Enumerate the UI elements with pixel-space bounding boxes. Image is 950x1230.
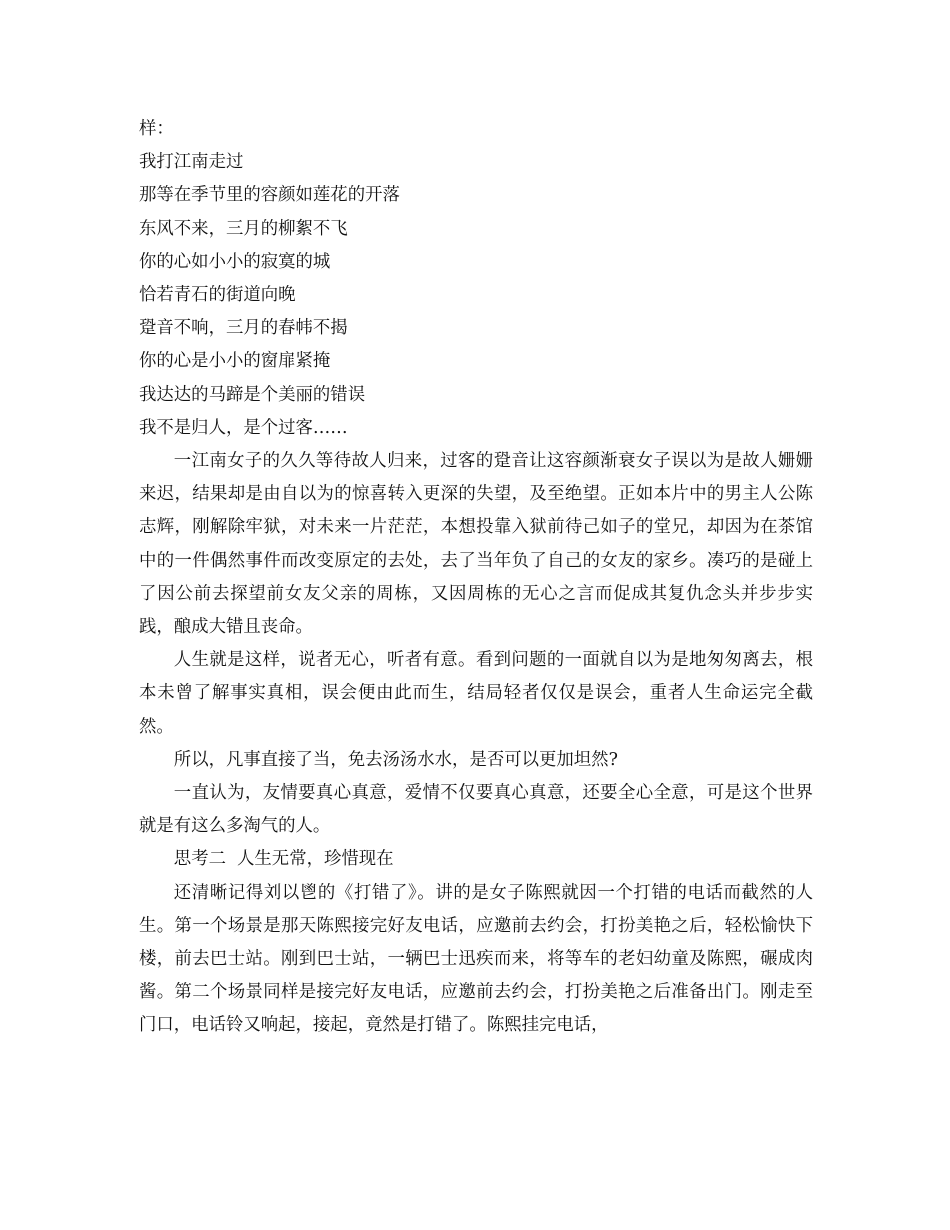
document-body (139, 113, 813, 1043)
poem-line: 你的心是小小的窗扉紧掩 (139, 351, 331, 372)
paragraph: 一江南女子的久久等待故人归来，过客的跫音让这容颜渐衰女子误以为是故人姗姗来迟，结果却是由自以为的惊喜转入更深的失望，及至绝望。正如本片中的男主人公陈志辉，刚解除牢狱，对未来一片茫茫，本想投靠入狱前待己如子的堂兄，却因为在茶馆中的一件偶然事件而改变原定的去处，去了当年负了自己的女友的家乡。凑巧的是碰上了因公前去探望前女友父亲的周栋，又因周栋的无心之言而促成其复仇念头并步步实践，酿成大错且丧命。 (139, 451, 813, 638)
poem-line: 跫音不响，三月的春帏不揭 (139, 318, 348, 339)
poem-line: 恰若青石的街道向晚 (139, 285, 296, 306)
poem-line: 我达达的马蹄是个美丽的错误 (139, 384, 366, 405)
poem-line: 东风不来，三月的柳絮不飞 (139, 218, 348, 239)
poem (139, 146, 813, 445)
paragraph: 所以，凡事直接了当，免去汤汤水水，是否可以更加坦然? (173, 749, 618, 770)
paragraph: 还清晰记得刘以鬯的《打错了》。讲的是女子陈熙就因一个打错的电话而截然的人生。第一个场景是那天陈熙接完好友电话，应邀前去约会，打扮美艳之后，轻松愉快下楼，前去巴士站。刚到巴士站，一辆巴士迅疾而来，将等车的老妇幼童及陈熙，碾成肉酱。第二个场景同样是接完好友电话，应邀前去约会，打扮美艳之后准备出门。刚走至门口，电话铃又响起，接起，竟然是打错了。陈熙挂完电话， (139, 882, 813, 1036)
lead-fragment: 样： (139, 119, 174, 139)
paragraph: 人生就是这样，说者无心，听者有意。看到问题的一面就自以为是地匆匆离去，根本未曾了解事实真相，误会便由此而生，结局轻者仅仅是误会，重者人生命运完全截然。 (139, 650, 813, 737)
paragraph: 一直认为，友情要真心真意，爱情不仅要真心真意，还要全心全意，可是这个世界就是有这么多淘气的人。 (139, 783, 813, 837)
poem-line: 我不是归人，是个过客…… (139, 417, 348, 438)
poem-line: 你的心如小小的寂寞的城 (139, 251, 331, 272)
section-heading: 思考二 人生无常，珍惜现在 (173, 849, 394, 870)
poem-line: 那等在季节里的容颜如莲花的开落 (139, 185, 400, 206)
poem-line: 我打江南走过 (139, 152, 244, 173)
